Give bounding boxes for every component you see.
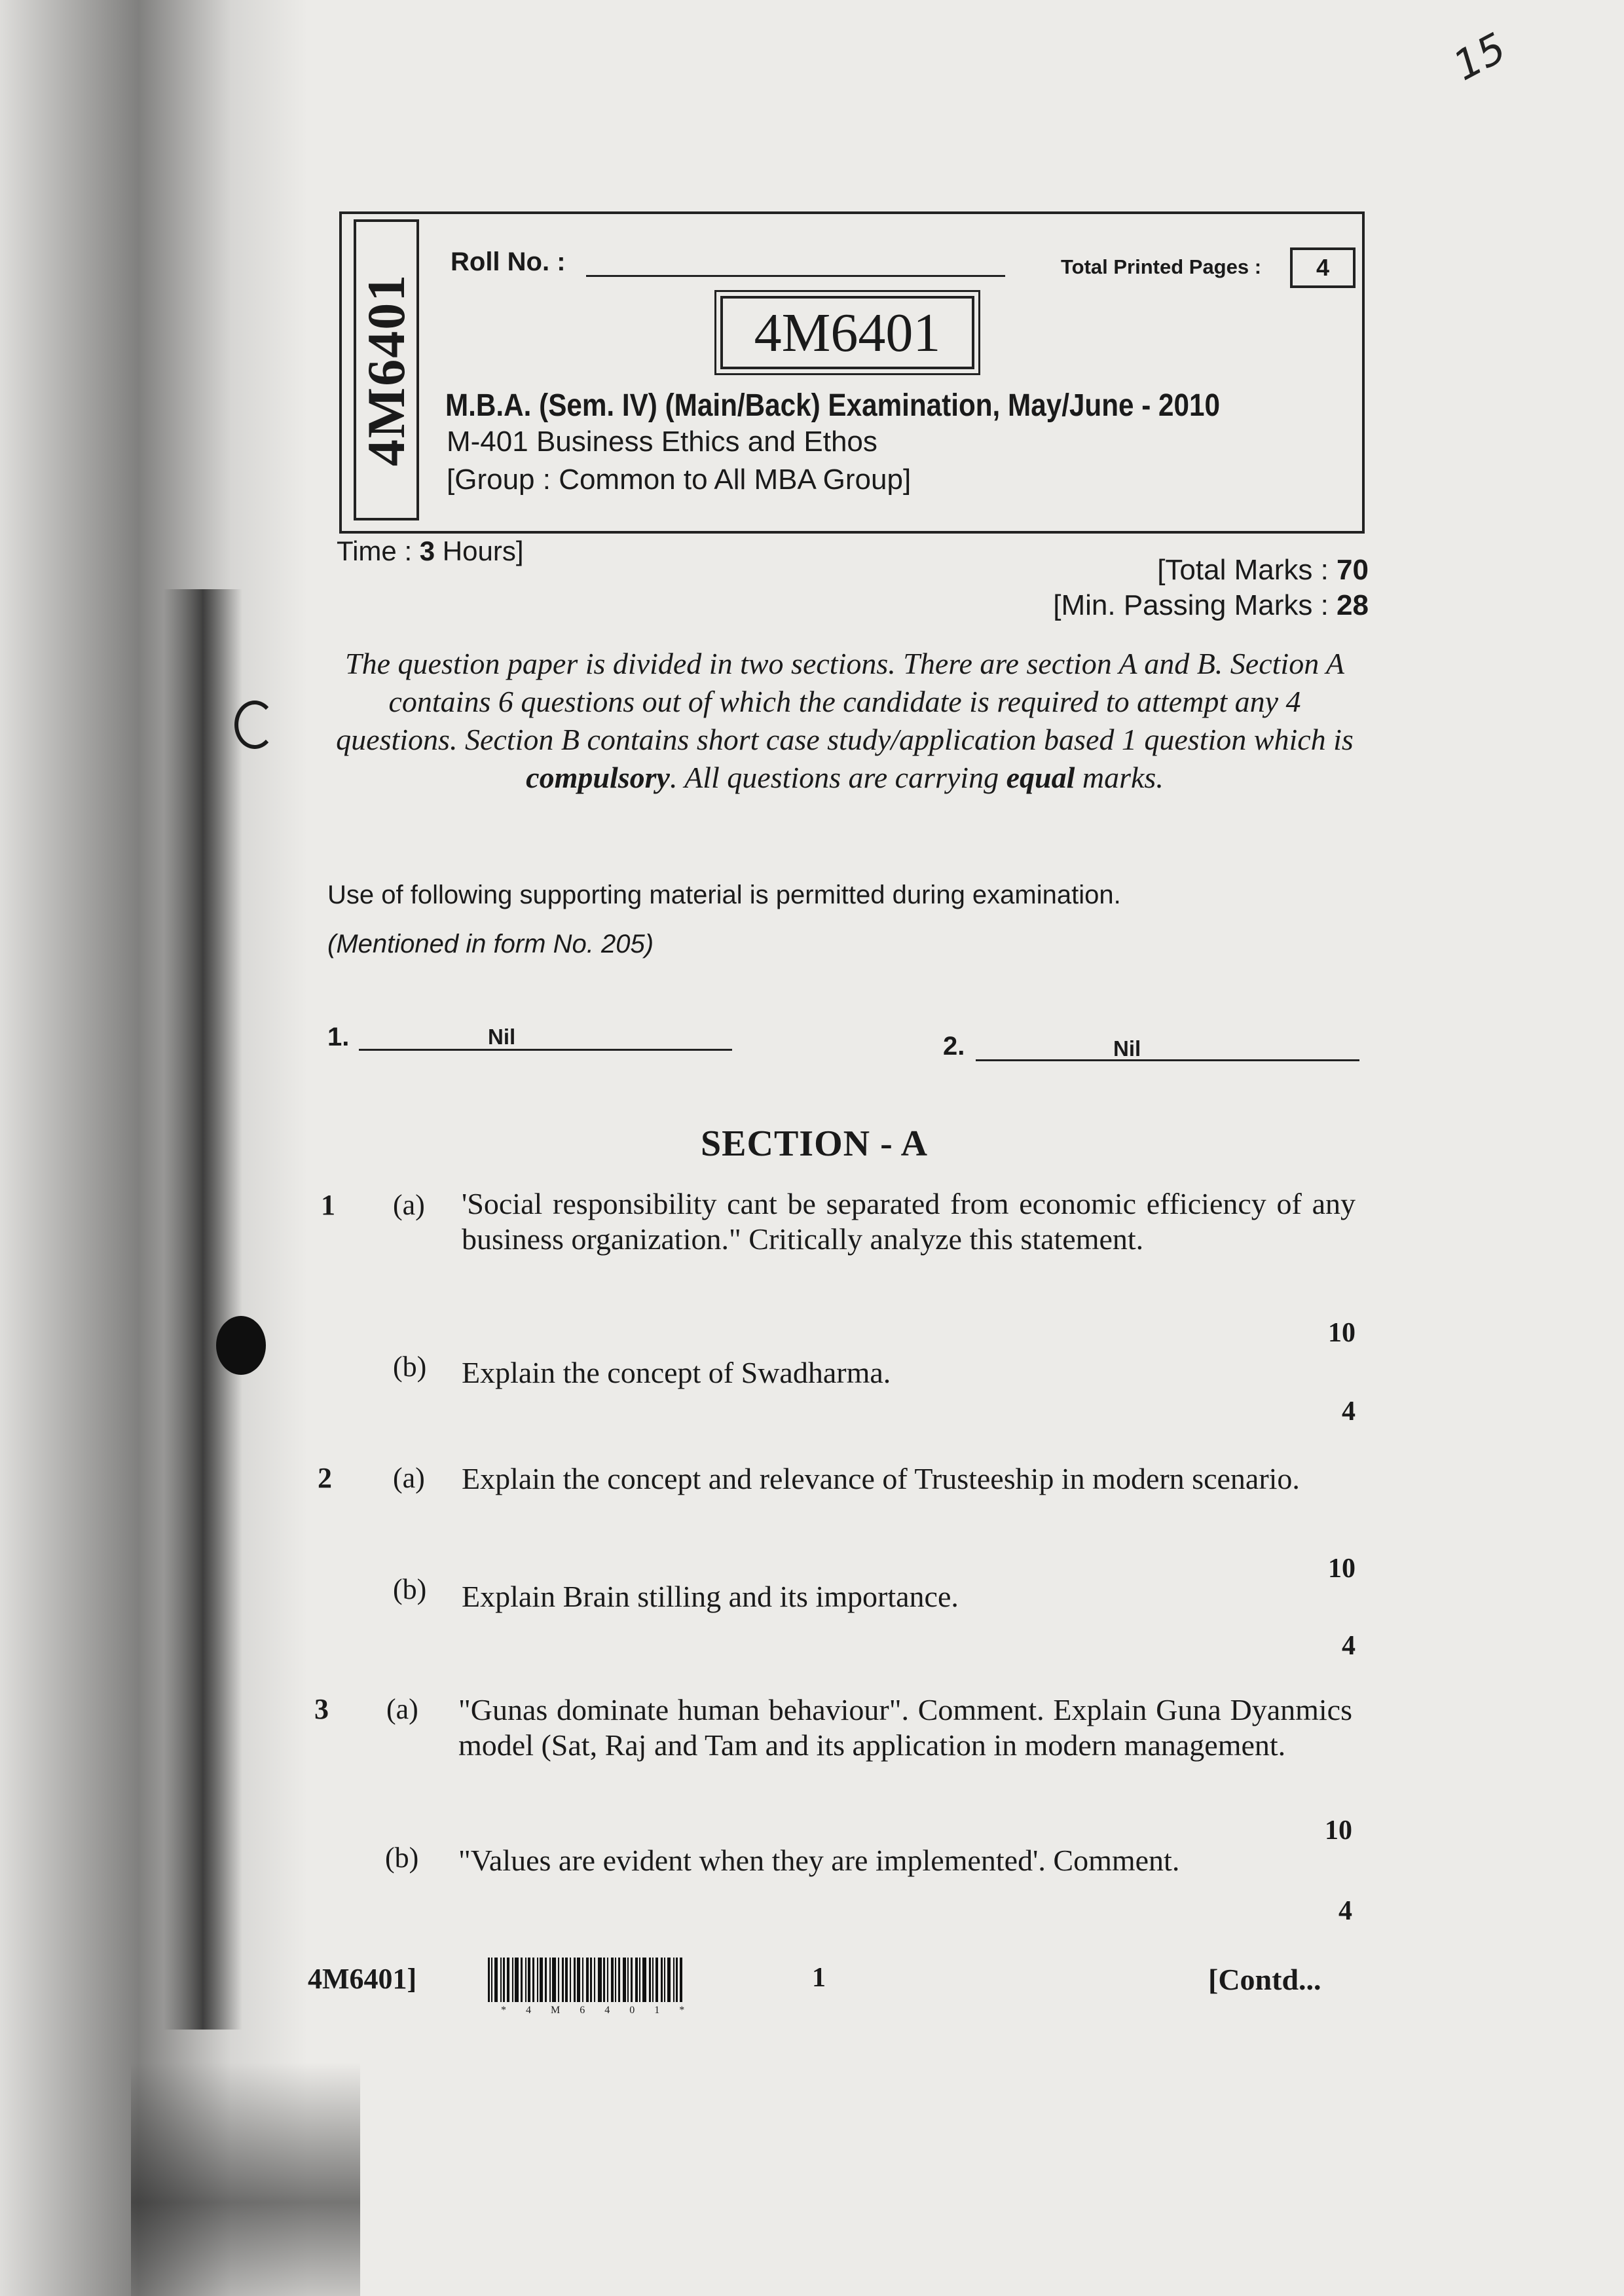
barcode-bar xyxy=(491,1958,492,2002)
barcode-bar xyxy=(652,1958,654,2002)
material-statement: Use of following supporting material is permitted during examination. xyxy=(327,881,1121,909)
total-pages-value: 4 xyxy=(1290,247,1356,288)
barcode-bar xyxy=(598,1958,602,2002)
barcode-bar xyxy=(500,1958,502,2002)
barcode-bar xyxy=(607,1958,608,2002)
scan-shadow-left xyxy=(0,0,308,2296)
footer-paper-code: 4M6401] xyxy=(308,1963,417,1995)
question-part-label: (a) xyxy=(393,1462,425,1494)
barcode-bar xyxy=(664,1958,665,2002)
question-text: Explain Brain stilling and its importance. xyxy=(462,1580,959,1613)
barcode-bar xyxy=(525,1958,526,2002)
barcode-bar xyxy=(667,1958,671,2002)
barcode-bar xyxy=(603,1958,605,2002)
barcode-bar xyxy=(488,1958,490,2002)
material-item2-value: Nil xyxy=(1113,1036,1141,1061)
barcode-bar xyxy=(623,1958,626,2002)
material-item1-value: Nil xyxy=(488,1025,516,1049)
barcode-bar xyxy=(503,1958,505,2002)
barcode-bar xyxy=(631,1958,633,2002)
question-number: 3 xyxy=(314,1693,329,1725)
question-marks: 4 xyxy=(1342,1396,1356,1427)
question-text: "Values are evident when they are implemented'. Comment. xyxy=(458,1844,1180,1877)
passing-marks-line xyxy=(1053,589,1369,622)
barcode-bar xyxy=(515,1958,519,2002)
barcode-bar xyxy=(545,1958,547,2002)
material-item1-line xyxy=(359,1049,732,1051)
time-prefix: Time : xyxy=(337,536,420,566)
instructions-part2: . All questions are carrying xyxy=(669,761,1006,794)
continued-label: [Contd... xyxy=(1208,1963,1321,1996)
barcode-bar xyxy=(532,1958,534,2002)
vertical-code: 4M6401 xyxy=(356,273,416,467)
question-text: 'Social responsibility cant be separated from economic efficiency of any business organization." Critically analyze this statement. xyxy=(462,1187,1356,1256)
barcode-bar xyxy=(649,1958,651,2002)
barcode-bar xyxy=(611,1958,614,2002)
time-line xyxy=(337,536,524,567)
material-item2-line xyxy=(976,1059,1359,1061)
barcode-bar xyxy=(540,1958,543,2002)
barcode-bar xyxy=(552,1958,556,2002)
section-title: SECTION - A xyxy=(701,1123,929,1164)
total-marks-line xyxy=(1157,554,1369,587)
question-number: 1 xyxy=(321,1189,335,1221)
barcode-bar xyxy=(673,1958,674,2002)
barcode-bar xyxy=(549,1958,551,2002)
vertical-code-strip xyxy=(354,219,419,520)
barcode-bar xyxy=(537,1958,538,2002)
material-item1-number: 1. xyxy=(327,1023,350,1051)
instructions-part3: marks. xyxy=(1075,761,1164,794)
instructions-part1: The question paper is divided in two sections. There are section A and B. Section A contains 6 questions out of which the candidate is required to attempt any 4 questions. Section B contains short case study/application based 1 question which is xyxy=(336,647,1354,756)
total-marks-value: 70 xyxy=(1337,554,1369,586)
time-value: 3 xyxy=(419,536,435,566)
barcode-bar xyxy=(642,1958,646,2002)
barcode-bar xyxy=(635,1958,638,2002)
barcode-bar xyxy=(627,1958,629,2002)
material-form-note: (Mentioned in form No. 205) xyxy=(327,930,654,958)
question-part-label: (b) xyxy=(393,1573,427,1605)
instructions-equal: equal xyxy=(1006,761,1075,794)
punch-hole-mark xyxy=(234,701,275,749)
page-number: 1 xyxy=(812,1963,826,1993)
barcode-bar xyxy=(512,1958,513,2002)
roll-number-field[interactable] xyxy=(586,275,1005,277)
barcode-bar xyxy=(528,1958,530,2002)
question-text: Explain the concept of Swadharma. xyxy=(462,1356,891,1389)
total-pages-label: Total Printed Pages : xyxy=(1061,255,1262,278)
question-part-label: (a) xyxy=(393,1189,425,1221)
scan-shadow-bottom xyxy=(131,2062,360,2296)
barcode-bar xyxy=(639,1958,640,2002)
roll-number-label: Roll No. : xyxy=(451,247,566,276)
barcode-text: *4M6401* xyxy=(501,2005,705,2016)
barcode-bar xyxy=(521,1958,523,2002)
barcode-bar xyxy=(618,1958,620,2002)
passing-marks-label: [Min. Passing Marks : xyxy=(1053,589,1337,621)
barcode-bar xyxy=(594,1958,595,2002)
barcode-bar xyxy=(562,1958,564,2002)
barcode xyxy=(488,1958,756,2002)
barcode-bar xyxy=(570,1958,571,2002)
barcode-bar xyxy=(655,1958,658,2002)
barcode-bar xyxy=(661,1958,663,2002)
question-part-label: (b) xyxy=(393,1351,427,1383)
material-item2-number: 2. xyxy=(943,1032,965,1061)
barcode-bar xyxy=(615,1958,616,2002)
total-marks-label: [Total Marks : xyxy=(1157,554,1337,586)
question-part-label: (b) xyxy=(385,1842,419,1874)
instructions-compulsory: compulsory xyxy=(526,761,670,794)
question-marks: 10 xyxy=(1328,1554,1356,1584)
paper-code: 4M6401 xyxy=(720,296,974,369)
instructions xyxy=(331,645,1359,797)
barcode-bar xyxy=(577,1958,580,2002)
barcode-bar xyxy=(582,1958,583,2002)
barcode-bar xyxy=(590,1958,592,2002)
passing-marks-value: 28 xyxy=(1337,589,1369,621)
barcode-bar xyxy=(676,1958,678,2002)
question-marks: 10 xyxy=(1328,1318,1356,1348)
group-line: [Group : Common to All MBA Group] xyxy=(447,464,912,496)
barcode-bar xyxy=(586,1958,589,2002)
barcode-bar xyxy=(680,1958,682,2002)
barcode-bar xyxy=(494,1958,498,2002)
barcode-bar xyxy=(507,1958,509,2002)
barcode-bar xyxy=(565,1958,568,2002)
question-marks: 4 xyxy=(1338,1896,1352,1926)
barcode-bar xyxy=(574,1958,576,2002)
question-text: Explain the concept and relevance of Trusteeship in modern scenario. xyxy=(462,1462,1300,1495)
question-part-label: (a) xyxy=(386,1693,418,1725)
question-marks: 4 xyxy=(1342,1631,1356,1661)
question-number: 2 xyxy=(318,1462,332,1494)
barcode-bar xyxy=(558,1958,559,2002)
time-suffix: Hours] xyxy=(435,536,524,566)
exam-title: M.B.A. (Sem. IV) (Main/Back) Examination, May/June - 2010 xyxy=(445,388,1221,423)
question-marks: 10 xyxy=(1325,1815,1352,1846)
punch-hole-dot xyxy=(216,1316,266,1375)
question-text: "Gunas dominate human behaviour". Comment. Explain Guna Dyanmics model (Sat, Raj and Tam and its application in modern management. xyxy=(458,1693,1352,1762)
subject-title: M-401 Business Ethics and Ethos xyxy=(447,426,877,458)
scan-shadow-band xyxy=(164,589,242,2030)
handwritten-note: 15 xyxy=(1445,23,1514,90)
